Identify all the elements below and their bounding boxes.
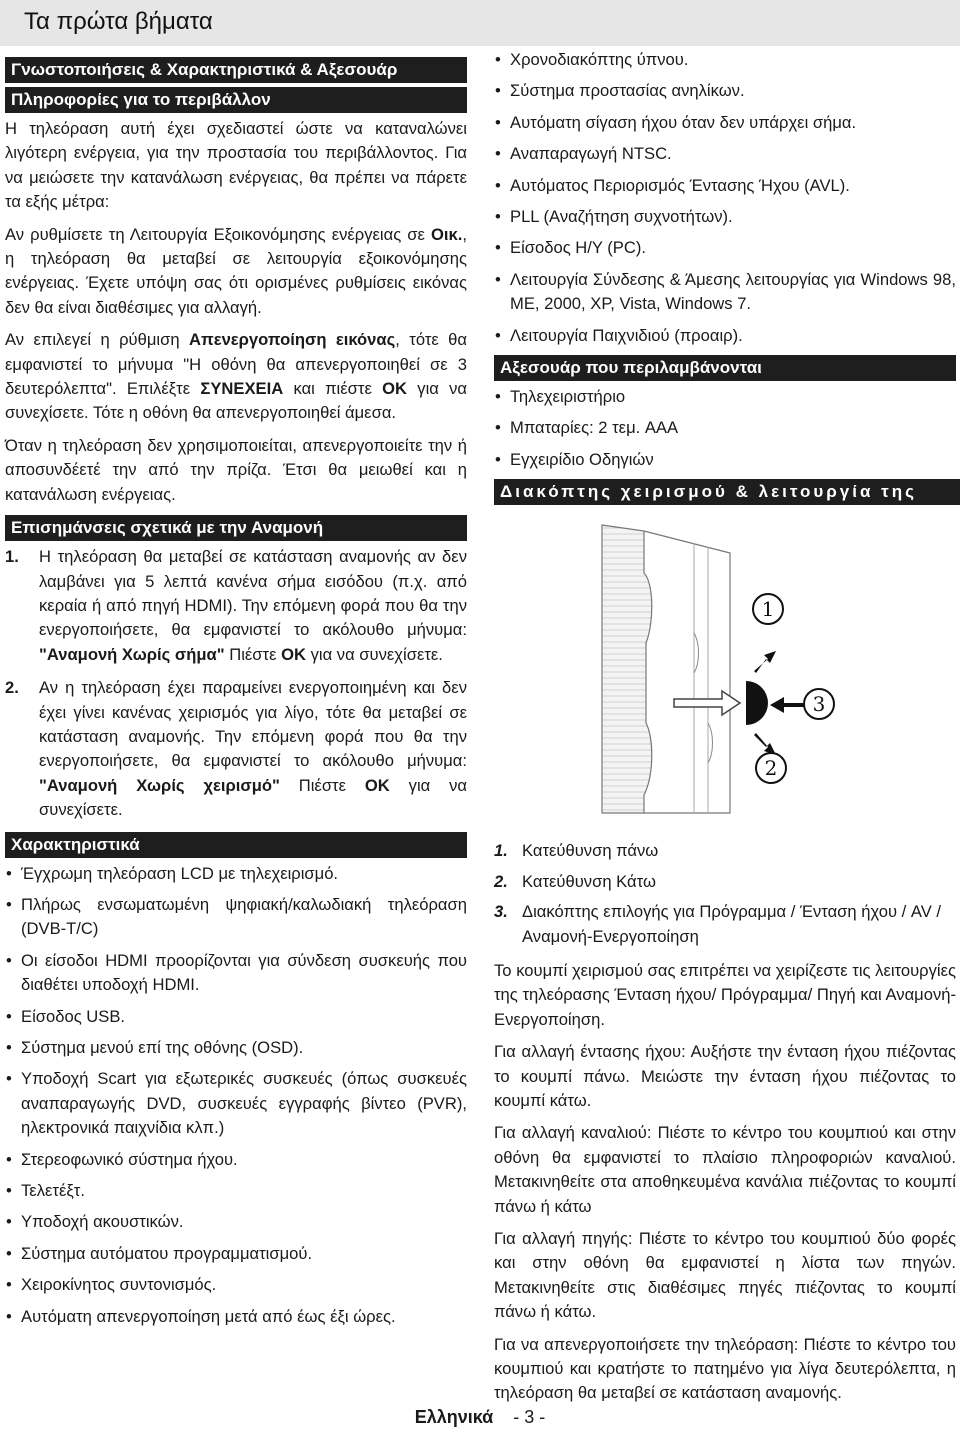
- standby-item-2: 2. Αν η τηλεόραση έχει παραμείνει ενεργοποιημένη και δεν έχει γίνει κανένας χειρισμός για λίγο, τότε θα μεταβεί σε κατάσταση αναμονής. Την επόμενη φορά που θα την ενεργοποιήσετε, θα εμφανιστεί το ακόλουθο μήνυμα: "Αναμονή Χωρίς χειρισμό" Πιέστε OK για να συνεχίσετε.: [5, 678, 467, 820]
- svg-text:1: 1: [761, 597, 775, 622]
- list-item: • Υποδοχή Scart για εξωτερικές συσκευές (όπως συσκευές αναπαραγωγής DVD, συσκευές εγγραφής βίντεο (PVR), ηλεκτρονικά παιχνίδια κλπ.): [5, 1067, 467, 1140]
- list-item: • Αυτόματος Περιορισμός Έντασης Ήχου (AVL).: [494, 174, 956, 198]
- page-header: [0, 0, 960, 46]
- tv-side-illustration: [494, 513, 956, 825]
- svg-text:2: 2: [764, 756, 778, 781]
- list-item: • Σύστημα αυτόματου προγραμματισμού.: [5, 1242, 467, 1266]
- left-column: [5, 53, 467, 1336]
- page-title: Τα πρώτα βήματα: [24, 8, 213, 35]
- direction-item: 1. Κατεύθυνση πάνω: [494, 841, 659, 861]
- channel-instructions: Για αλλαγή καναλιού: Πιέστε το κέντρο του κουμπιού και στην οθόνη θα εμφανιστεί το πλαίσιο πληροφοριών καναλιού. Μετακινηθείτε στα αποθηκευμένα κανάλια πιέζοντας το κουμπί πάνω ή κάτω: [494, 1123, 956, 1216]
- environment-unplug: Όταν η τηλεόραση δεν χρησιμοποιείται, απενεργοποιείτε την ή αποσυνδέετέ την από την πρίζα. Έτσι θα μειωθεί και η κατανάλωση ενέργειας.: [5, 435, 467, 504]
- tv-body-outline: [602, 525, 652, 813]
- list-item: • Αυτόματη απενεργοποίηση μετά από έως έξι ώρες.: [5, 1305, 467, 1329]
- list-item: • Είσοδος USB.: [5, 1005, 467, 1029]
- page-footer: [0, 1407, 960, 1428]
- figure-label-1: [753, 594, 783, 624]
- list-item: • Σύστημα προστασίας ανηλίκων.: [494, 79, 956, 103]
- list-item: • Οι είσοδοι HDMI προορίζονται για σύνδεση συσκευής που διαθέτει υποδοχή HDMI.: [5, 949, 467, 998]
- accessories-list: [494, 385, 956, 472]
- section-heading-accessories: Αξεσουάρ που περιλαμβάνονται: [494, 355, 956, 381]
- list-item: • Μπαταρίες: 2 τεμ. AAA: [494, 416, 956, 440]
- directions-list: [494, 839, 956, 949]
- features-list-continued: [494, 48, 956, 348]
- environment-intro: Η τηλεόραση αυτή έχει σχεδιαστεί ώστε να καταναλώνει λιγότερη ενέργεια, για την προστασία του περιβάλλοντος. Για να μειώσετε την κατανάλωση ενέργειας, θα πρέπει να πάρετε τα εξής μέτρα:: [5, 119, 467, 212]
- source-instructions: Για αλλαγή πηγής: Πιέστε το κέντρο του κουμπιού δύο φορές και στην οθόνη θα εμφανιστεί η λίστα των πηγών. Μετακινηθείτε στις διαθέσιμες πηγές πιέζοντας το κουμπί πάνω ή κάτω.: [494, 1228, 956, 1322]
- environment-picture-off: Αν επιλεγεί η ρύθμιση Απενεργοποίηση εικόνας, τότε θα εμφανιστεί το μήνυμα "Η οθόνη θα απενεργοποιηθεί σε 3 δευτερόλεπτα". Επιλέξτε ΣΥΝΕΧΕΙΑ και πιέστε OK για να συνεχίσετε. Τότε η οθόνη θα απενεργοποιηθεί άμεσα.: [5, 330, 467, 423]
- control-button-icon: [746, 681, 768, 725]
- figure-label-3: [804, 689, 834, 719]
- control-intro: Το κουμπί χειρισμού σας επιτρέπει να χειρίζεστε τις λειτουργίες της τηλεόρασης Ένταση ήχου/ Πρόγραμμα/ Πηγή και Αναμονή-Ενεργοποίηση.: [494, 960, 956, 1029]
- list-item: • Στερεοφωνικό σύστημα ήχου.: [5, 1148, 467, 1172]
- list-item: • Αυτόματη σίγαση ήχου όταν δεν υπάρχει σήμα.: [494, 111, 956, 135]
- list-item: • Έγχρωμη τηλεόραση LCD με τηλεχειρισμό.: [5, 862, 467, 886]
- standby-item-1: 1. Η τηλεόραση θα μεταβεί σε κατάσταση αναμονής αν δεν λαμβάνει για 5 λεπτά κανένα σήμα εισόδου (π.χ. από κεραία ή από πηγή HDMI). Την επόμενη φορά που θα την ενεργοποιήσετε, θα εμφανιστεί το ακόλουθο μήνυμα: "Αναμονή Χωρίς σήμα" Πιέστε OK για να συνεχίσετε.: [5, 547, 467, 664]
- svg-text:3: 3: [812, 692, 826, 717]
- list-item: • Σύστημα μενού επί της οθόνης (OSD).: [5, 1036, 467, 1060]
- section-heading-notifications: Γνωστοποιήσεις & Χαρακτηριστικά & Αξεσουάρ: [5, 57, 467, 83]
- volume-instructions: Για αλλαγή έντασης ήχου: Αυξήστε την ένταση ήχου πιέζοντας το κουμπί πάνω. Μειώστε την ένταση ήχου πιέζοντας το κουμπί κάτω.: [494, 1042, 956, 1110]
- list-item: • Λειτουργία Σύνδεσης & Άμεσης λειτουργίας για Windows 98, ME, 2000, XP, Vista, Windows 7.: [494, 268, 956, 317]
- section-heading-standby: Επισημάνσεις σχετικά με την Αναμονή: [5, 515, 467, 541]
- standby-list: [5, 545, 467, 822]
- control-switch-figure: [494, 513, 956, 825]
- list-item: • Χειροκίνητος συντονισμός.: [5, 1273, 467, 1297]
- footer-page-number: - 3 -: [513, 1407, 546, 1427]
- tv-panel-edge: [644, 531, 730, 813]
- standby-instructions: Για να απενεργοποιήσετε την τηλεόραση: Πιέστε το κέντρο του κουμπιού και κρατήστε το πατημένο για λίγα δευτερόλεπτα, η τηλεόραση θα μεταβεί σε κατάσταση αναμονής.: [494, 1334, 956, 1403]
- list-item: • Εγχειρίδιο Οδηγιών: [494, 448, 956, 472]
- list-item: • Τηλεχειριστήριο: [494, 385, 956, 409]
- list-item: • Είσοδος Η/Υ (PC).: [494, 236, 956, 260]
- direction-item: 2. Κατεύθυνση Κάτω: [494, 871, 656, 891]
- list-item: • Υποδοχή ακουστικών.: [5, 1210, 467, 1234]
- list-item: • Τελετέξτ.: [5, 1179, 467, 1203]
- footer-language: Ελληνικά: [414, 1407, 494, 1427]
- section-heading-features: Χαρακτηριστικά: [5, 832, 467, 858]
- arrow-up-icon: [754, 651, 776, 673]
- direction-item: 3. Διακόπτης επιλογής για Πρόγραμμα / Ένταση ήχου / AV / Αναμονή-Ενεργοποίηση: [494, 902, 941, 946]
- figure-label-2: [756, 753, 786, 783]
- list-item: • Χρονοδιακόπτης ύπνου.: [494, 48, 956, 72]
- features-list: [5, 862, 467, 1330]
- list-item: • Αναπαραγωγή NTSC.: [494, 142, 956, 166]
- right-column: [494, 48, 956, 1414]
- list-item: • Πλήρως ενσωματωμένη ψηφιακή/καλωδιακή τηλεόραση (DVB-T/C): [5, 893, 467, 942]
- environment-eco-mode: Αν ρυθμίσετε τη Λειτουργία Εξοικονόμησης ενέργειας σε Οικ., η τηλεόραση θα μεταβεί σε λειτουργία εξοικονόμησης ενέργειας. Έχετε υπόψη σας ότι ορισμένες ρυθμίσεις εικόνας δεν θα είναι διαθέσιμες για αλλαγή.: [5, 224, 467, 317]
- list-item: • Λειτουργία Παιχνιδιού (προαιρ).: [494, 324, 956, 348]
- arrow-press-icon: [770, 697, 804, 713]
- arrow-down-icon: [754, 733, 776, 755]
- section-heading-environment: Πληροφορίες για το περιβάλλον: [5, 87, 467, 113]
- section-heading-control-switch: Διακόπτης χειρισμού & λειτουργία της: [494, 479, 960, 505]
- list-item: • PLL (Αναζήτηση συχνοτήτων).: [494, 205, 956, 229]
